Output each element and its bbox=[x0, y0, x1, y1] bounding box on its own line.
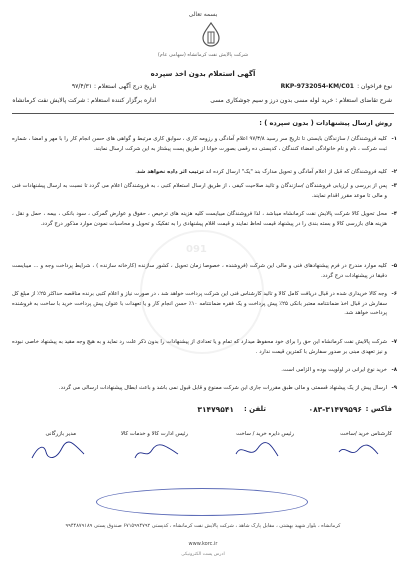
item-text: وجه کالا خریداری شده در قبال دریافت کامل کالا و تائید کارشناس فنی این شرکت پرداخت خواهد شد ، در صورت نیاز و اعلام کتبی برنده مناقصه حداکثر ۲۵٪ از مبلغ کل سفارش در قبال اخذ ضمانتنامه معتبر بانکی ۲۵٪ پیش پرداخت و یک فقره ضمانتنامه ۱۰٪ حسن انجام کار و یا تعهدات با عنوان پیش پرداخت خرید با ساخت به فروشنده پرداخت خواهد شد. bbox=[12, 291, 387, 316]
phone-number: ۳۱۴۷۹۵۴۱ bbox=[197, 405, 234, 414]
list-item bbox=[12, 262, 396, 281]
list-item bbox=[12, 366, 396, 376]
signature-title: رئیس ادارت کالا و خدمات کالا bbox=[120, 431, 188, 437]
doc-code: RKP-9732054-KM/C01 bbox=[280, 83, 354, 90]
signature-mark bbox=[28, 440, 88, 464]
item-text: پس از بررسی و ارزیابی فروشندگان /سازندگان و تائید صلاحیت کیفی ، از طریق ارسال استعلام کتبی ، به فروشندگان اعلام می گردد تا نسبت به ارسال پیشنهادات فنی و مالی تا موعد مقرر اقدام نمایند. bbox=[12, 183, 387, 199]
signature-mark bbox=[232, 440, 282, 462]
list-item bbox=[12, 290, 396, 319]
item-text: خرید نوع ایرانی در اولویت بوده و الزامی است. bbox=[281, 367, 387, 373]
footer-website: www.korc.ir bbox=[188, 541, 218, 547]
watermark-text: 091 bbox=[186, 244, 207, 255]
footer-address: کرمانشاه ، بلوار شهید بهشتی ، مقابل پارک شاهد ، شرکت پالایش نفت کرمانشاه ، کدپستی ۶۷۱۵۹۹۴۷۹۲ صندوق پستی ۹۹۴۴۸۷۹۱۸۹ bbox=[65, 523, 341, 529]
list-item bbox=[12, 182, 396, 201]
item-number: ۲- bbox=[391, 169, 397, 175]
item-text: کلیه موارد مندرج در فرم پیشنهادهای فنی و مالی این شرکت (فروشنده ، خصوصا زمان تحویل ، کشور سازنده (کارخانه سازنده ) ، شرایط پرداخت وجه و ... میبایست دقیقا در پیشنهادات درج گردد. bbox=[12, 263, 387, 279]
company-stamp bbox=[96, 488, 308, 516]
item-number: ۷- bbox=[391, 339, 397, 345]
company-logo-icon bbox=[200, 22, 222, 48]
phone-label: تلفن : bbox=[243, 405, 266, 413]
signature-title: کارشناس خرید /ساخت bbox=[340, 431, 392, 437]
list-item bbox=[12, 338, 396, 357]
item-text: کلیه فروشندگان که قبل از اعلام آمادگی و تحویل مدارک بند "یک" ارسال کرده اند ترتیب اثر داده نخواهد شد. bbox=[135, 169, 387, 175]
basmala-text: بسمه تعالی bbox=[188, 11, 218, 18]
signature-title: رئیس دایره خرید / ساخت bbox=[236, 431, 294, 437]
list-item bbox=[12, 384, 396, 394]
list-item bbox=[12, 168, 396, 178]
item-number: ۸- bbox=[391, 367, 397, 373]
section-title: روش ارسال پیشنهادات ( بدون سپرده ) : bbox=[259, 119, 392, 127]
footer-fine-print: ادرس پست الکترونیکی bbox=[181, 552, 225, 557]
announcement-date: تاریخ درج آگهی استعلام : ۹۷/۴/۳۱ bbox=[71, 83, 156, 90]
fax-label: فاکس : bbox=[365, 405, 392, 413]
company-name: شرکت پالایش نفت کرمانشاه (سهامی عام) bbox=[157, 52, 249, 58]
list-item bbox=[12, 135, 396, 154]
item-number: ۴- bbox=[391, 211, 397, 217]
item-number: ۵- bbox=[391, 263, 397, 269]
item-number: ۱- bbox=[391, 136, 397, 142]
signature-mark bbox=[336, 440, 382, 462]
emphasis-text: ترتیب اثر داده نخواهد شد bbox=[136, 169, 204, 175]
list-item bbox=[12, 210, 396, 229]
doc-type-label: نوع فراخوان : bbox=[357, 83, 392, 90]
item-text: محل تحویل کالا شرکت پالایش نفت کرمانشاه میباشد ، لذا فروشندگان میبایست کلیه هزینه های ترخیص ، حقوق و عوارض گمرکی ، سود بانکی ، بیمه ، حمل و نقل ، هزینه های بازرسی کالا و بسته بندی را در پیشنهاد قیمت لحاظ نمایند و قیمت اقلام پیشنهادی را به تفکیک و تحویل و محاسبات نمودن موارد مذکور درج گردد. bbox=[12, 211, 387, 227]
item-text: شرکت پالایش نفت کرمانشاه این حق را برای خود محفوظ میدارد که تمام و یا تعدادی از پیشنهادات را بدون ذکر علت رد نماید و به هیچ وجه مقید به پیشنهاد خاصی نبوده و نیز تعهدی مبنی بر صدور سفارش با کمترین قیمت ندارد . bbox=[12, 339, 387, 355]
item-number: ۳- bbox=[391, 183, 397, 189]
item-text: کلیه فروشندگان / سازندگان بایستی تا تاریخ سر رسید ۹۷/۳/۸ اعلام آمادگی و رزومه کاری ، سوابق کاری مرتبط و گواهی های حسن انجام کار را با مهر و امضا ، شماره ثبت شرکت ، نام و نام خانوادگی امضاء کنندگان ، کدپستی ده رقمی بصورت خوانا از طریق پست پیشتاز به این شرکت ارسال نمایند. bbox=[12, 136, 387, 152]
fax-number: ۰۸۳-۳۱۴۷۹۵۹۶ bbox=[308, 405, 362, 414]
page-title: آگهی استعلام بدون اخذ سپرده bbox=[150, 70, 256, 78]
signature-title: مدیر بازرگانی bbox=[45, 431, 76, 437]
item-number: ۹- bbox=[391, 385, 397, 391]
header-divider bbox=[12, 113, 394, 114]
item-number: ۶- bbox=[391, 291, 397, 297]
signature-mark bbox=[132, 442, 182, 464]
request-description: شرح تقاضای استعلام : خرید لوله مسی بدون درز و سیم جوشکاری مسی bbox=[210, 97, 392, 104]
organizer-text: اداره برگزار کننده استعلام : شرکت پالایش نفت کرمانشاه bbox=[12, 97, 156, 104]
item-text: ارسال پیش از یک پیشنهاد قسمتی و مالی طبق مقررات جاری این شرکت ممنوع و قابل قبول نمی باشد و باعث ابطال پیشنهادات ارسالی می گردد. bbox=[58, 385, 387, 391]
